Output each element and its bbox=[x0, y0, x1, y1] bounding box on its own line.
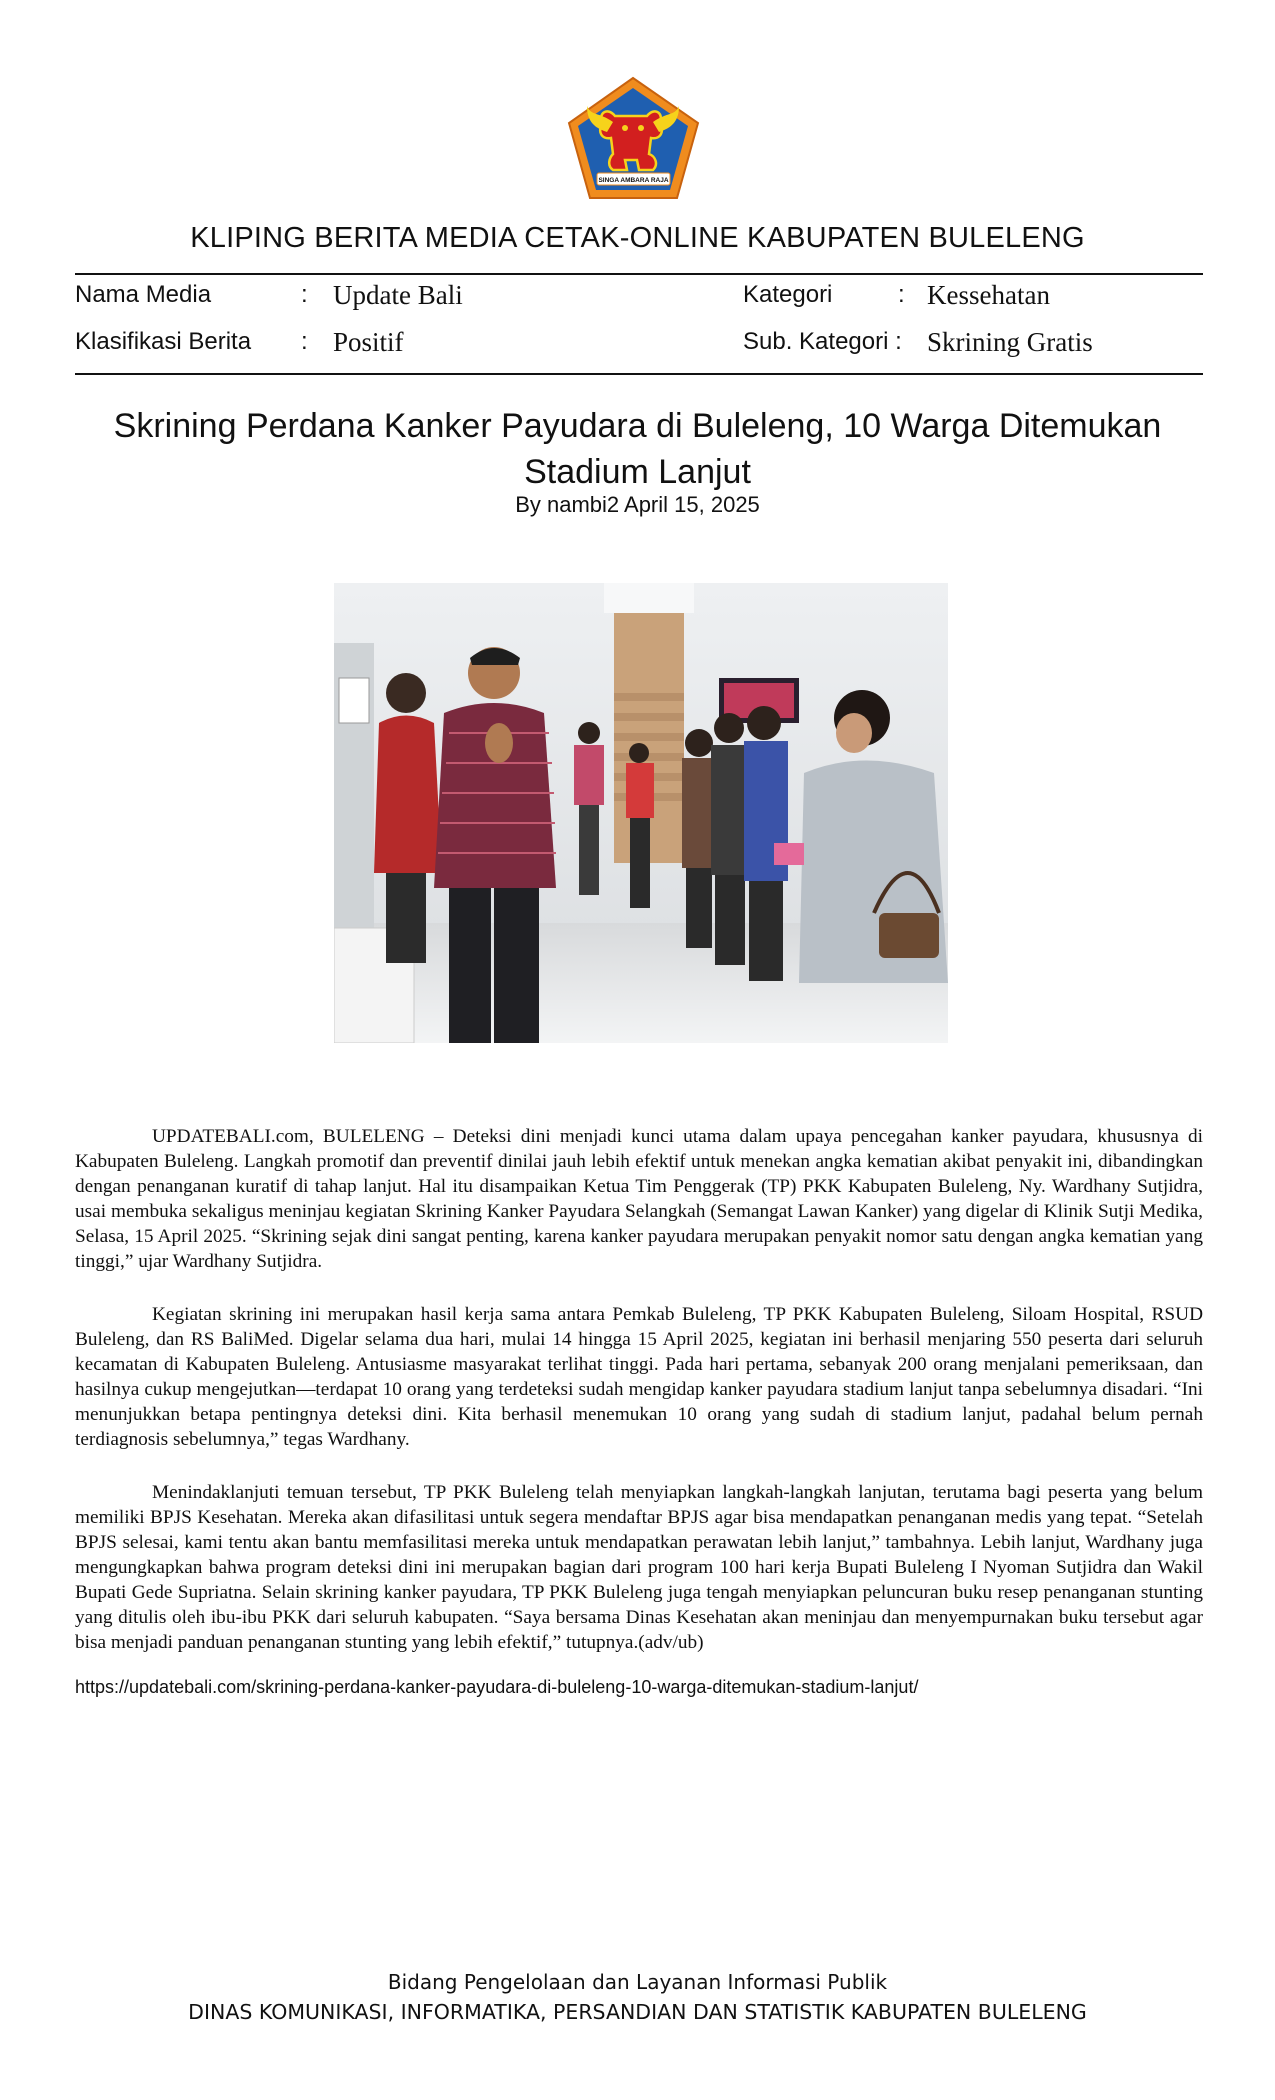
classification-label: Klasifikasi Berita bbox=[75, 328, 252, 355]
header-divider-bottom bbox=[75, 373, 1203, 375]
page-title: KLIPING BERITA MEDIA CETAK-ONLINE KABUPATEN BULELENG bbox=[190, 222, 1085, 254]
emblem-icon bbox=[567, 76, 700, 200]
subcategory-value: Skrining Gratis bbox=[927, 327, 1093, 357]
footer-department: Bidang Pengelolaan dan Layanan Informasi Publik bbox=[387, 1970, 888, 1994]
buleleng-emblem-logo bbox=[567, 76, 700, 200]
article-paragraph-3: Menindaklanjuti temuan tersebut, TP PKK Buleleng telah menyiapkan langkah-langkah lanjutan, terutama bagi peserta yang belum memiliki BPJS Kesehatan. Mereka akan difasilitasi untuk segera mendaftar BPJS agar bisa mendapatkan penanganan medis yang tepat. “Setelah BPJS selesai, kami tentu akan bantu memfasilitasi mereka untuk mendapatkan perawatan lebih lanjut,” tambahnya. Lebih lanjut, Wardhany juga mengungkapkan bahwa program deteksi dini ini merupakan bagian dari program 100 hari kerja Bupati Buleleng I Nyoman Sutjidra dan Wakil Bupati Gede Supriatna. Selain skrining kanker payudara, TP PKK Buleleng juga tengah menyiapkan peluncuran buku resep penanganan stunting yang ditulis oleh ibu-ibu PKK dari seluruh kabupaten. “Saya bersama Dinas Kesehatan akan meninjau dan menyempurnakan buku tersebut agar bisa menjadi panduan penanganan stunting yang lebih efektif,” tutupnya.(adv/ub) bbox=[75, 1482, 1203, 1653]
source-url-link[interactable]: https://updatebali.com/skrining-perdana-kanker-payudara-di-buleleng-10-warga-ditemukan-stadium-lanjut/ bbox=[75, 1677, 919, 1697]
emblem-motto: SINGA AMBARA RAJA bbox=[598, 177, 669, 184]
classification-value: Positif bbox=[333, 327, 404, 357]
article-photo bbox=[334, 583, 948, 1043]
category-value: Kessehatan bbox=[927, 280, 1050, 310]
header-divider-top bbox=[75, 273, 1203, 275]
media-value: Update Bali bbox=[333, 280, 463, 310]
category-label: Kategori bbox=[743, 281, 833, 308]
article-paragraph-2: Kegiatan skrining ini merupakan hasil kerja sama antara Pemkab Buleleng, TP PKK Kabupaten Buleleng, Siloam Hospital, RSUD Buleleng, dan RS BaliMed. Digelar selama dua hari, mulai 14 hingga 15 April 2025, kegiatan ini berhasil menjaring 550 peserta dari seluruh kecamatan di Kabupaten Buleleng. Antusiasme masyarakat terlihat tinggi. Pada hari pertama, sebanyak 200 orang menjalani pemeriksaan, dan hasilnya cukup mengejutkan—terdapat 10 orang yang terdeteksi sudah mengidap kanker payudara stadium lanjut tanpa sebelumnya disadari. “Ini menunjukkan betapa pentingnya deteksi dini. Kita berhasil menemukan 10 orang yang sudah di stadium lanjut, padahal belum pernah terdiagnosis sebelumnya,” tegas Wardhany. bbox=[75, 1304, 1203, 1450]
article-byline: By nambi2 April 15, 2025 bbox=[515, 492, 760, 517]
subcategory-label: Sub. Kategori : bbox=[743, 328, 902, 355]
media-colon: : bbox=[301, 281, 308, 308]
category-colon: : bbox=[898, 281, 905, 308]
media-label: Nama Media bbox=[75, 281, 212, 308]
news-photo-icon bbox=[334, 583, 948, 1043]
footer-agency: DINAS KOMUNIKASI, INFORMATIKA, PERSANDIAN DAN STATISTIK KABUPATEN BULELENG bbox=[188, 2000, 1087, 2024]
classification-colon: : bbox=[301, 328, 308, 355]
article-title: Skrining Perdana Kanker Payudara di Buleleng, 10 Warga Ditemukan Stadium Lanjut bbox=[113, 407, 1162, 491]
article-paragraph-1: UPDATEBALI.com, BULELENG – Deteksi dini menjadi kunci utama dalam upaya pencegahan kanker payudara, khususnya di Kabupaten Buleleng. Langkah promotif dan preventif dinilai jauh lebih efektif untuk menekan angka kematian akibat penyakit ini, dibandingkan dengan penanganan kuratif di tahap lanjut. Hal itu disampaikan Ketua Tim Penggerak (TP) PKK Kabupaten Buleleng, Ny. Wardhany Sutjidra, usai membuka sekaligus meninjau kegiatan Skrining Kanker Payudara Selangkah (Semangat Lawan Kanker) yang digelar di Klinik Sutji Medika, Selasa, 15 April 2025. “Skrining sejak dini sangat penting, karena kanker payudara merupakan penyakit nomor satu dengan angka kematian yang tinggi,” ujar Wardhany Sutjidra. bbox=[75, 1126, 1203, 1272]
